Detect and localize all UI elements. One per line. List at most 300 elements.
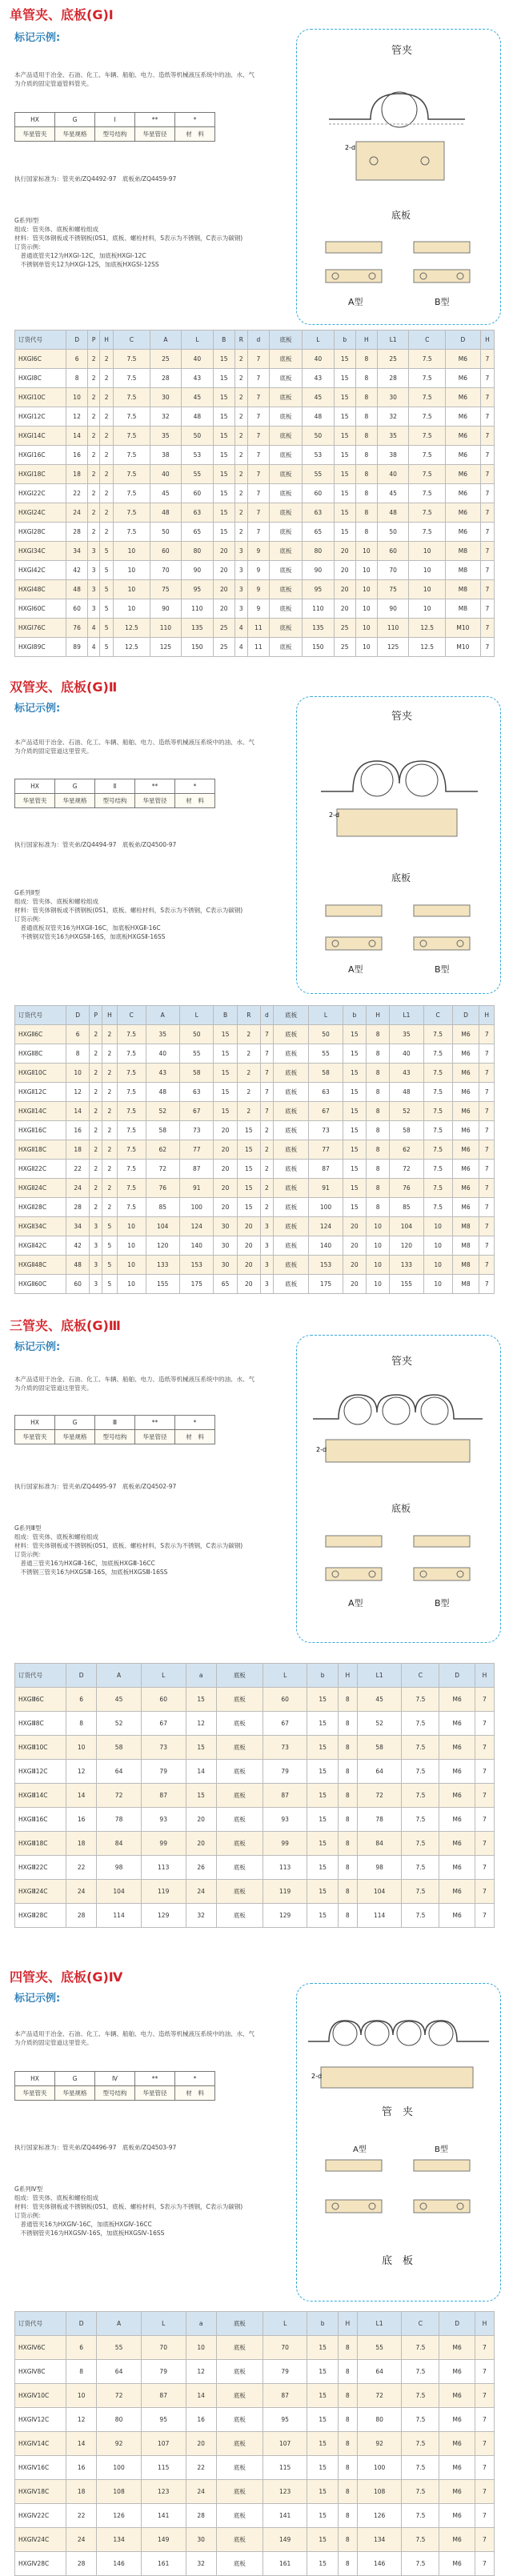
table-cell: 10	[117, 1256, 146, 1275]
table-cell: 8	[338, 2360, 357, 2384]
table-cell: 7	[475, 1688, 494, 1712]
column-header: D	[66, 2312, 97, 2336]
table-cell: 87	[141, 1784, 186, 1808]
table-cell: 15	[214, 1025, 237, 1044]
mark-table	[14, 112, 215, 142]
table-cell: 73	[141, 1736, 186, 1760]
table-cell: 48	[66, 580, 88, 599]
table-cell: HXGⅠ12C	[15, 407, 66, 427]
table-cell: 93	[263, 1808, 307, 1832]
table-cell: 5	[100, 599, 114, 619]
table-cell: 32	[150, 407, 181, 427]
table-cell: M8	[445, 542, 480, 561]
table-cell: 75	[150, 580, 181, 599]
table-cell: 2	[102, 1044, 117, 1064]
table-cell: 124	[309, 1217, 343, 1236]
table-cell: 100	[179, 1198, 213, 1217]
table-cell: 15	[186, 1688, 216, 1712]
table-cell: 20	[334, 561, 355, 580]
table-cell: 135	[303, 619, 334, 638]
table-cell: HXGⅣ28C	[15, 2552, 66, 2576]
table-cell: 53	[303, 446, 334, 465]
mark-code: G	[55, 2072, 95, 2086]
mark-label: 华星管夹	[15, 2086, 55, 2101]
table-cell: 70	[150, 561, 181, 580]
column-header: H	[480, 331, 494, 350]
table-cell: 7	[479, 1025, 495, 1044]
table-cell: 12.5	[409, 638, 446, 657]
table-cell: HXGⅠ18C	[15, 465, 66, 484]
table-cell: 底板	[216, 1880, 263, 1904]
table-cell: HXGⅠ76C	[15, 619, 66, 638]
table-cell: 14	[66, 427, 88, 446]
table-cell: M6	[452, 1160, 479, 1179]
mark-label: 华星管径	[135, 794, 175, 808]
table-cell: 3	[90, 1256, 102, 1275]
table-cell: 2	[100, 484, 114, 503]
table-cell: 80	[303, 542, 334, 561]
table-cell: M8	[452, 1275, 479, 1294]
table-cell: 5	[100, 619, 114, 638]
mark-code: G	[55, 1416, 95, 1430]
column-header: b	[334, 331, 355, 350]
mark-label: 型号结构	[95, 794, 135, 808]
table-cell: 10	[117, 1217, 146, 1236]
table-cell: M6	[439, 1736, 475, 1760]
table-cell: 8	[366, 1044, 389, 1064]
table-cell: 10	[366, 1275, 389, 1294]
table-cell: 10	[409, 580, 446, 599]
table-cell: 11	[247, 619, 269, 638]
table-cell: 2	[237, 1064, 260, 1083]
table-cell: 15	[213, 484, 234, 503]
table-cell: 底板	[216, 2528, 263, 2552]
standard-text: 执行国家标准为：管夹弟/ZQ4492-97 底板弟/ZQ4459-97	[14, 175, 177, 182]
table-cell: 底板	[216, 1736, 263, 1760]
table-cell: 7.5	[114, 484, 150, 503]
table-cell: 底板	[269, 388, 302, 407]
table-cell: 5	[102, 1275, 117, 1294]
table-cell: 73	[309, 1121, 343, 1140]
spec-table	[14, 1663, 495, 1928]
table-cell: 28	[186, 2504, 216, 2528]
table-cell: 2	[237, 1044, 260, 1064]
table-cell: 7.5	[114, 369, 150, 388]
g-series-text	[14, 2185, 287, 2237]
table-cell: M6	[452, 1083, 479, 1102]
table-cell: 149	[263, 2528, 307, 2552]
table-row	[15, 503, 495, 523]
table-cell: 45	[303, 388, 334, 407]
table-cell: 底板	[273, 1025, 308, 1044]
g-line: 组成：管夹体、底板和螺栓组成	[14, 226, 98, 233]
table-cell: 12.5	[409, 619, 446, 638]
table-cell: 15	[307, 2552, 338, 2576]
table-cell: 7	[480, 503, 494, 523]
standard-text: 执行国家标准为：管夹弟/ZQ4496-97 底板弟/ZQ4503-97	[14, 2144, 177, 2151]
column-header: 底板	[216, 2312, 263, 2336]
table-cell: 22	[66, 1160, 90, 1179]
table-cell: 7.5	[117, 1179, 146, 1198]
table-cell: 15	[307, 1712, 338, 1736]
table-cell: 7.5	[117, 1121, 146, 1140]
table-cell: 2	[102, 1064, 117, 1083]
table-cell: 28	[66, 523, 88, 542]
table-cell: 161	[141, 2552, 186, 2576]
table-cell: 28	[66, 2552, 97, 2576]
table-cell: 12	[186, 1712, 216, 1736]
table-cell: 2	[234, 484, 247, 503]
column-header: b	[307, 2312, 338, 2336]
table-row	[15, 1236, 495, 1256]
table-cell: 7.5	[117, 1064, 146, 1083]
table-cell: 79	[141, 1760, 186, 1784]
table-cell: 15	[334, 446, 355, 465]
table-cell: 7	[480, 407, 494, 427]
column-header: L	[141, 1664, 186, 1688]
table-cell: M8	[445, 561, 480, 580]
table-cell: 55	[303, 465, 334, 484]
table-cell: 10	[355, 561, 377, 580]
table-cell: 7.5	[117, 1102, 146, 1121]
table-cell: 126	[357, 2504, 402, 2528]
table-cell: 2	[88, 484, 100, 503]
table-cell: 113	[141, 1856, 186, 1880]
table-cell: M6	[445, 407, 480, 427]
table-cell: 2	[90, 1198, 102, 1217]
table-row	[15, 1140, 495, 1160]
table-cell: 2	[90, 1044, 102, 1064]
table-cell: 50	[377, 523, 408, 542]
g-line: 订货示例：	[14, 1551, 45, 1558]
table-cell: 7	[480, 446, 494, 465]
table-cell: 15	[237, 1198, 260, 1217]
table-cell: 7.5	[402, 1712, 439, 1736]
table-cell: 32	[186, 1904, 216, 1928]
table-cell: HXGⅣ12C	[15, 2408, 66, 2432]
table-cell: 155	[390, 1275, 423, 1294]
table-cell: 7.5	[117, 1083, 146, 1102]
table-cell: 2	[234, 503, 247, 523]
table-cell: 92	[357, 2432, 402, 2456]
table-cell: 2	[88, 350, 100, 369]
table-cell: 7.5	[114, 465, 150, 484]
mark-code: HX	[15, 2072, 55, 2086]
table-cell: HXGⅠ24C	[15, 503, 66, 523]
table-cell: 20	[214, 1198, 237, 1217]
table-cell: 100	[97, 2456, 142, 2480]
table-cell: 95	[303, 580, 334, 599]
column-header: C	[402, 1664, 439, 1688]
table-cell: 98	[357, 1856, 402, 1880]
table-cell: 7	[475, 2456, 494, 2480]
table-cell: 10	[66, 2384, 97, 2408]
table-cell: 10	[355, 599, 377, 619]
table-cell: 3	[234, 580, 247, 599]
table-cell: 7	[475, 1856, 494, 1880]
g-line: G系列Ⅰ型	[14, 217, 39, 224]
table-cell: M6	[439, 1784, 475, 1808]
table-cell: 15	[307, 2336, 338, 2360]
table-cell: HXGⅢ12C	[15, 1760, 66, 1784]
table-cell: 28	[150, 369, 181, 388]
table-cell: M8	[452, 1236, 479, 1256]
table-cell: 67	[179, 1102, 213, 1121]
example-heading: 标记示例:	[14, 703, 61, 715]
table-cell: 7	[260, 1083, 273, 1102]
example-heading: 标记示例:	[14, 32, 61, 44]
table-cell: 7	[247, 388, 269, 407]
table-cell: 8	[338, 2480, 357, 2504]
table-cell: 7	[480, 465, 494, 484]
table-cell: 115	[141, 2456, 186, 2480]
table-row	[15, 2360, 495, 2384]
column-header: D	[439, 1664, 475, 1688]
table-cell: 3	[90, 1275, 102, 1294]
table-cell: 18	[66, 465, 88, 484]
table-cell: 150	[182, 638, 213, 657]
table-cell: 95	[263, 2408, 307, 2432]
table-cell: HXGⅡ18C	[15, 1140, 66, 1160]
table-cell: 3	[90, 1236, 102, 1256]
table-cell: 5	[102, 1236, 117, 1256]
table-cell: 15	[343, 1083, 366, 1102]
table-cell: 7	[479, 1179, 495, 1198]
table-cell: 10	[114, 561, 150, 580]
table-cell: 7.5	[114, 446, 150, 465]
table-cell: 7	[475, 2504, 494, 2528]
table-cell: 10	[355, 542, 377, 561]
technical-drawing	[297, 697, 502, 995]
g-line: 不锈钢双管夹16为HXGSⅡ-16S，加底板HXGSⅡ-16SS	[14, 933, 166, 940]
table-cell: 64	[357, 1760, 402, 1784]
table-row	[15, 2552, 495, 2576]
fig-label: 管夹	[391, 1356, 413, 1368]
table-cell: 15	[334, 407, 355, 427]
table-cell: HXGⅣ18C	[15, 2480, 66, 2504]
table-cell: 10	[423, 1256, 452, 1275]
table-cell: 7.5	[409, 503, 446, 523]
table-cell: 43	[146, 1064, 179, 1083]
table-cell: 20	[237, 1275, 260, 1294]
table-cell: 7	[260, 1064, 273, 1083]
table-cell: 126	[97, 2504, 142, 2528]
table-cell: 底板	[273, 1160, 308, 1179]
table-cell: 底板	[216, 1832, 263, 1856]
table-cell: 8	[338, 2432, 357, 2456]
table-cell: HXGⅡ14C	[15, 1102, 66, 1121]
column-header: C	[117, 1006, 146, 1025]
table-cell: 7	[479, 1121, 495, 1140]
g-line: 不锈钢管夹16为HXGSⅣ-16S，加底板HXGSⅣ-16SS	[14, 2229, 165, 2237]
table-cell: M6	[439, 2528, 475, 2552]
column-header: a	[186, 2312, 216, 2336]
table-cell: M10	[445, 638, 480, 657]
table-cell: 底板	[273, 1198, 308, 1217]
table-cell: 8	[338, 1736, 357, 1760]
table-cell: 8	[366, 1102, 389, 1121]
table-cell: HXGⅢ14C	[15, 1784, 66, 1808]
table-cell: 16	[66, 446, 88, 465]
table-row	[15, 1179, 495, 1198]
table-cell: 10	[366, 1236, 389, 1256]
table-cell: M6	[452, 1198, 479, 1217]
table-cell: 63	[179, 1083, 213, 1102]
table-cell: 85	[390, 1198, 423, 1217]
table-cell: 底板	[216, 1784, 263, 1808]
table-cell: 7.5	[402, 1880, 439, 1904]
table-cell: 7.5	[402, 1688, 439, 1712]
table-cell: 104	[97, 1880, 142, 1904]
table-cell: 7.5	[423, 1102, 452, 1121]
table-cell: M6	[445, 388, 480, 407]
table-cell: 底板	[269, 619, 302, 638]
table-cell: 2	[100, 350, 114, 369]
table-cell: 8	[366, 1083, 389, 1102]
column-header: L	[263, 1664, 307, 1688]
table-cell: 140	[309, 1236, 343, 1256]
table-cell: 7	[247, 484, 269, 503]
table-cell: HXGⅣ16C	[15, 2456, 66, 2480]
column-header: C	[402, 2312, 439, 2336]
table-row	[15, 369, 495, 388]
table-cell: 10	[355, 638, 377, 657]
table-cell: 43	[182, 369, 213, 388]
table-cell: 150	[303, 638, 334, 657]
g-line: 组成：管夹体、底板和螺栓组成	[14, 898, 98, 905]
table-cell: 10	[117, 1236, 146, 1256]
table-cell: 52	[97, 1712, 142, 1736]
table-cell: 7.5	[117, 1025, 146, 1044]
section-title: 四管夹、底板(G)Ⅳ	[10, 1969, 123, 1985]
table-cell: 98	[97, 1856, 142, 1880]
fig-label: 底板	[391, 210, 411, 221]
table-cell: 4	[234, 619, 247, 638]
table-cell: 底板	[216, 1760, 263, 1784]
table-cell: HXGⅠ6C	[15, 350, 66, 369]
table-cell: HXGⅡ12C	[15, 1083, 66, 1102]
table-cell: 15	[307, 1880, 338, 1904]
table-cell: 84	[97, 1832, 142, 1856]
table-cell: 底板	[269, 503, 302, 523]
table-cell: 91	[179, 1179, 213, 1198]
table-cell: 15	[334, 484, 355, 503]
table-cell: 8	[338, 2504, 357, 2528]
table-cell: 底板	[269, 427, 302, 446]
column-header: D	[439, 2312, 475, 2336]
table-cell: 89	[66, 638, 88, 657]
table-cell: 30	[186, 2528, 216, 2552]
table-cell: 底板	[269, 599, 302, 619]
table-cell: 58	[390, 1121, 423, 1140]
table-cell: 12	[66, 1760, 97, 1784]
table-cell: 2	[234, 369, 247, 388]
table-cell: 15	[343, 1102, 366, 1121]
table-header-row	[15, 1006, 495, 1025]
column-header: D	[452, 1006, 479, 1025]
table-cell: 15	[343, 1140, 366, 1160]
section-title: 双管夹、底板(G)Ⅱ	[10, 679, 118, 695]
column-header: L1	[390, 1006, 423, 1025]
table-cell: 8	[338, 2552, 357, 2576]
table-cell: 底板	[269, 580, 302, 599]
table-cell: 60	[182, 484, 213, 503]
table-row	[15, 427, 495, 446]
table-cell: 20	[237, 1217, 260, 1236]
table-cell: 85	[146, 1198, 179, 1217]
table-cell: 7.5	[402, 1784, 439, 1808]
mark-label: 华星管径	[135, 1430, 175, 1444]
technical-drawing	[297, 1984, 502, 2302]
table-cell: 7	[247, 427, 269, 446]
table-cell: 119	[141, 1880, 186, 1904]
fig-label: 底 板	[382, 2255, 414, 2267]
column-header: D	[66, 1664, 97, 1688]
table-cell: 8	[366, 1160, 389, 1179]
table-cell: 7	[479, 1256, 495, 1275]
table-cell: 141	[263, 2504, 307, 2528]
table-cell: 72	[390, 1160, 423, 1179]
table-cell: 3	[90, 1217, 102, 1236]
table-row	[15, 1904, 495, 1928]
table-cell: M6	[439, 2336, 475, 2360]
column-header: C	[423, 1006, 452, 1025]
mark-code: Ⅲ	[95, 1416, 135, 1430]
table-cell: 26	[186, 1856, 216, 1880]
table-cell: 15	[213, 369, 234, 388]
table-cell: 8	[355, 407, 377, 427]
table-cell: 15	[213, 523, 234, 542]
table-cell: 底板	[216, 2384, 263, 2408]
table-cell: 53	[182, 446, 213, 465]
table-cell: 7	[480, 580, 494, 599]
table-cell: 5	[102, 1217, 117, 1236]
table-cell: 20	[214, 1140, 237, 1160]
table-cell: 7.5	[423, 1064, 452, 1083]
table-cell: M8	[445, 599, 480, 619]
g-line: 订货示例：	[14, 915, 45, 923]
column-header: 订货代号	[15, 1006, 66, 1025]
table-cell: 8	[338, 1880, 357, 1904]
g-line: 普通底管夹12为HXGⅠ-12C，加底板HXGⅠ-12C	[14, 252, 146, 259]
table-cell: HXGⅠ10C	[15, 388, 66, 407]
table-cell: 10	[366, 1256, 389, 1275]
mark-label: 华星管夹	[15, 127, 55, 142]
table-cell: 8	[366, 1140, 389, 1160]
table-row	[15, 1880, 495, 1904]
table-cell: 67	[309, 1102, 343, 1121]
table-cell: 7	[480, 484, 494, 503]
column-header: L	[303, 331, 334, 350]
table-cell: HXGⅠ48C	[15, 580, 66, 599]
table-row	[15, 1102, 495, 1121]
table-cell: M6	[439, 1904, 475, 1928]
table-cell: 34	[66, 1217, 90, 1236]
drawing-panel	[296, 29, 501, 325]
column-header: L1	[377, 331, 408, 350]
table-cell: 15	[237, 1140, 260, 1160]
table-cell: 141	[141, 2504, 186, 2528]
mark-label: 华星规格	[55, 794, 95, 808]
table-cell: 153	[309, 1256, 343, 1275]
table-cell: 8	[366, 1121, 389, 1140]
svg-text:2-d: 2-d	[329, 811, 340, 819]
column-header: R	[234, 331, 247, 350]
table-cell: 2	[102, 1140, 117, 1160]
svg-text:2-d: 2-d	[316, 1446, 327, 1453]
table-cell: 155	[146, 1275, 179, 1294]
table-cell: 2	[88, 369, 100, 388]
